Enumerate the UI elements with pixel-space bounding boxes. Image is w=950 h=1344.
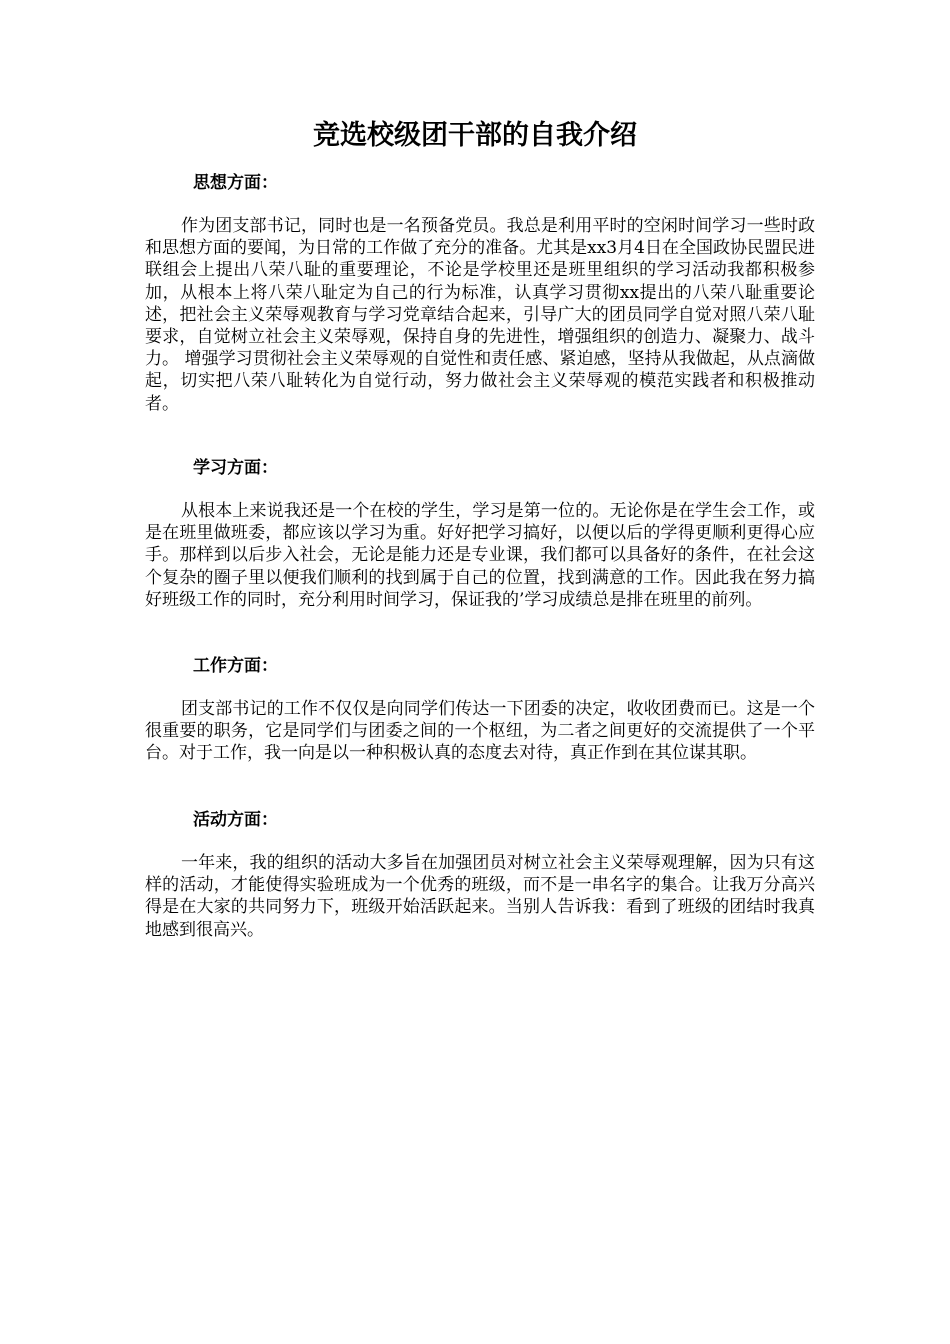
section-paragraph: 从根本上来说我还是一个在校的学生，学习是第一位的。无论你是在学生会工作，或是在班里做班委，都应该以学习为重。好好把学习搞好，以便以后的学得更顺利更得心应手。那样到以后步入社会，无论是能力还是专业课，我们都可以具备好的条件，在社会这个复杂的圈子里以便我们顺利的找到属于自己的位置，找到满意的工作。因此我在努力搞好班级工作的同时，充分利用时间学习，保证我的’学习成绩总是排在班里的前列。 — [145, 501, 815, 610]
section-paragraph: 作为团支部书记，同时也是一名预备党员。我总是利用平时的空闲时间学习一些时政和思想方面的要闻，为日常的工作做了充分的准备。尤其是xx3月4日在全国政协民盟民进联组会上提出八荣八耻的重要理论，不论是学校里还是班里组织的学习活动我都积极参加，从根本上将八荣八耻定为自己的行为标准，认真学习贯彻xx提出的八荣八耻重要论述，把社会主义荣辱观教育与学习党章结合起来，引导广大的团员同学自觉对照八荣八耻要求，自觉树立社会主义荣辱观，保持自身的先进性，增强组织的创造力、凝聚力、战斗力。 增强学习贯彻社会主义荣辱观的自觉性和责任感、紧迫感，坚持从我做起，从点滴做起，切实把八荣八耻转化为自觉行动，努力做社会主义荣辱观的模范实践者和积极推动者。 — [145, 216, 815, 414]
section-heading: 活动方面： — [193, 810, 278, 830]
section-paragraph: 一年来，我的组织的活动大多旨在加强团员对树立社会主义荣辱观理解，因为只有这样的活动，才能使得实验班成为一个优秀的班级，而不是一串名字的集合。让我万分高兴得是在大家的共同努力下，班级开始活跃起来。当别人告诉我：看到了班级的团结时我真地感到很高兴。 — [145, 853, 815, 940]
section-work — [145, 654, 815, 765]
section-heading: 工作方面： — [193, 656, 278, 676]
section-thought — [145, 171, 815, 415]
section-heading: 学习方面： — [193, 458, 278, 478]
section-activity — [145, 808, 815, 941]
section-paragraph: 团支部书记的工作不仅仅是向同学们传达一下团委的决定，收收团费而已。这是一个很重要的职务，它是同学们与团委之间的一个枢纽，为二者之间更好的交流提供了一个平台。对于工作，我一向是以一种积极认真的态度去对待，真正作到在其位谋其职。 — [145, 699, 815, 764]
document-title: 竞选校级团干部的自我介绍 — [313, 120, 637, 151]
section-study — [145, 456, 815, 611]
section-heading: 思想方面： — [193, 173, 278, 193]
